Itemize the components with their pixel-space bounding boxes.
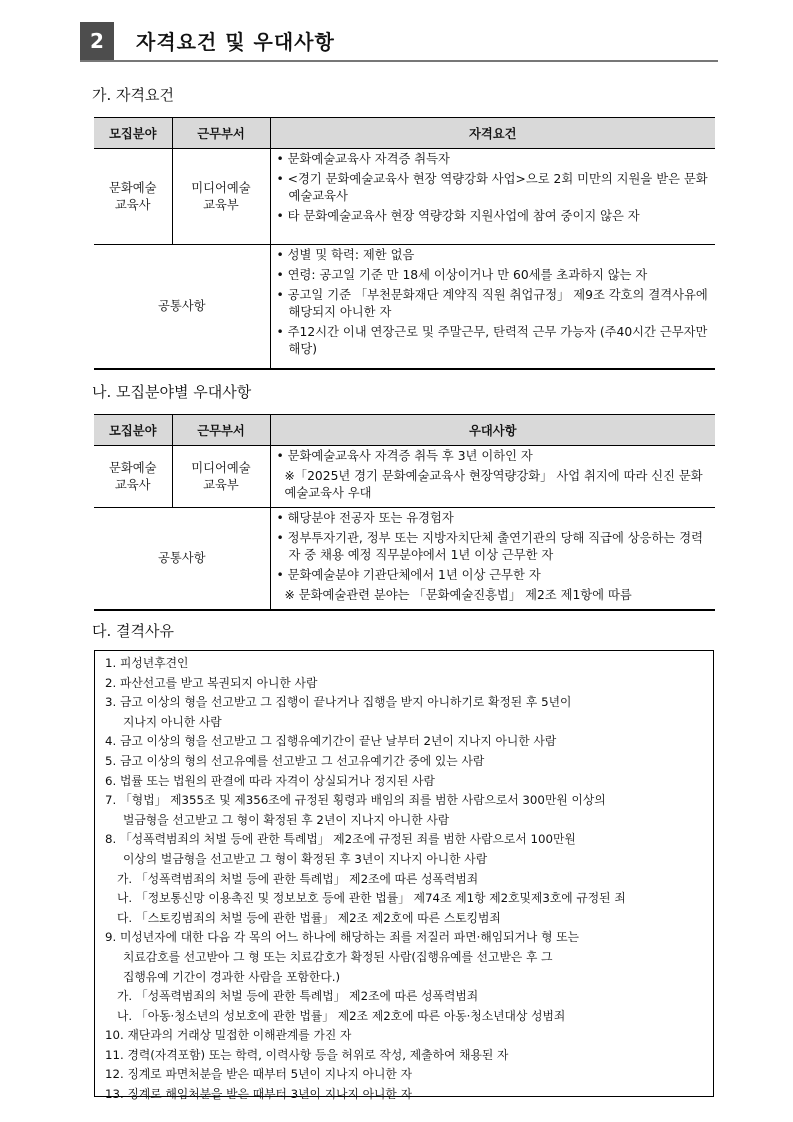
list-item: 4. 금고 이상의 형을 선고받고 그 집행유예기간이 끝난 날부터 2년이 지나지 아니한 사람 [105,734,557,749]
sub-list-item: 가. 「성폭력범죄의 처벌 등에 관한 특례법」 제2조에 따른 성폭력범죄 [117,871,479,886]
disqualifications-box [94,650,714,1102]
list-item: 2. 파산선고를 받고 복권되지 아니한 사람 [105,675,318,690]
column-header: 모집분야 [94,118,172,149]
table-row [94,245,715,369]
list-item: • 정부투자기관, 정부 또는 지방자치단체 출연기관의 당해 직급에 상응하는 경력자 중 채용 예정 직무분야에서 1년 이상 근무한 자 [276,531,703,562]
list-item: • 문화예술교육사 자격증 취득자 [276,152,450,166]
list-item-continuation: 이상의 벌금형을 선고받고 그 형이 확정된 후 3년이 지나지 아니한 사람 [123,851,488,866]
requirements-cell [270,245,715,369]
table-header-row [94,415,715,446]
list-item: 3. 금고 이상의 형을 선고받고 그 집행이 끝나거나 집행을 받지 아니하기로 확정된 후 5년이 [105,695,572,710]
preferences-cell [270,508,715,611]
common-cell: 공통사항 [94,245,270,369]
list-item: • 공고일 기준 「부천문화재단 계약직 직원 취업규정」 제9조 각호의 결격사유에 해당되지 아니한 자 [276,288,708,319]
list-item: 13. 징계로 해임처분을 받은 때부터 3년이 지나지 아니한 자 [105,1087,412,1102]
list-item: • 주12시간 이내 연장근로 및 주말근무, 탄력적 근무 가능자 (주40시간 근무자만 해당) [276,325,708,356]
list-item: 11. 경력(자격포함) 또는 학력, 이력사항 등을 허위로 작성, 제출하여 채용된 자 [105,1047,509,1062]
list-item-continuation: 치료감호를 선고받아 그 형 또는 치료감호가 확정된 사람(집행유예를 선고받은 후 그 [123,949,553,964]
section-title: 자격요건 및 우대사항 [136,30,335,54]
list-item: 9. 미성년자에 대한 다음 각 목의 어느 하나에 해당하는 죄를 저질러 파면‧해임되거나 형 또는 [105,930,580,945]
field-cell: 문화예술 교육사 [94,149,172,245]
qualifications-table [94,117,715,370]
sub-list-item: 다. 「스토킹범죄의 처벌 등에 관한 법률」 제2조 제2호에 따른 스토킹범죄 [117,910,501,925]
list-item: 8. 「성폭력범죄의 처벌 등에 관한 특례법」 제2조에 규정된 죄를 범한 사람으로서 100만원 [105,832,576,847]
list-item-continuation: 집행유예 기간이 경과한 사람을 포함한다.) [123,969,341,984]
header-rule [80,60,718,62]
list-item: 12. 징계로 파면처분을 받은 때부터 5년이 지나지 아니한 자 [105,1067,412,1082]
note-text: ※「2025년 경기 문화예술교육사 현장역량강화」 사업 취지에 따라 신진 문화예술교육사 우대 [284,469,703,500]
list-item: • <경기 문화예술교육사 현장 역량강화 사업>으로 2회 미만의 지원을 받은 문화예술교육사 [276,172,708,203]
sub-list-item: 나. 「아동‧청소년의 성보호에 관한 법률」 제2조 제2호에 따른 아동‧청소년대상 성범죄 [117,1008,566,1023]
list-item: 1. 피성년후견인 [105,656,189,670]
list-item-continuation: 벌금형을 선고받고 그 형이 확정된 후 2년이 지나지 아니한 사람 [123,812,450,827]
list-item: • 연령: 공고일 기준 만 18세 이상이거나 만 60세를 초과하지 않는 자 [276,268,648,282]
sub-list-item: 나. 「정보통신망 이용촉진 및 정보보호 등에 관한 법률」 제74조 제1항 제2호및제3호에 규정된 죄 [117,891,626,906]
field-cell: 문화예술 교육사 [94,446,172,508]
column-header: 자격요건 [270,118,715,149]
column-header: 근무부서 [172,415,270,446]
list-item: • 문화예술교육사 자격증 취득 후 3년 이하인 자 [276,449,533,463]
column-header: 모집분야 [94,415,172,446]
common-cell: 공통사항 [94,508,270,611]
requirements-cell [270,149,715,245]
table-row [94,149,715,245]
preferences-table [94,414,715,611]
table-row [94,508,715,611]
dept-cell: 미디어예술 교육부 [172,446,270,508]
subsection-title-disqualifications: 다. 결격사유 [92,622,174,640]
section-number: 2 [80,22,114,60]
list-item: • 문화예술분야 기관단체에서 1년 이상 근무한 자 [276,568,541,582]
list-item: • 해당분야 전공자 또는 유경험자 [276,511,454,525]
list-item: 7. 「형법」 제355조 및 제356조에 규정된 횡령과 배임의 죄를 범한 사람으로서 300만원 이상의 [105,793,606,808]
section-header [80,22,718,62]
sub-list-item: 가. 「성폭력범죄의 처벌 등에 관한 특례법」 제2조에 따른 성폭력범죄 [117,989,479,1004]
subsection-title-preferences: 나. 모집분야별 우대사항 [92,383,252,401]
note-text: ※ 문화예술관련 분야는 「문화예술진흥법」 제2조 제1항에 따름 [284,588,632,602]
list-item: 6. 법률 또는 법원의 판결에 따라 자격이 상실되거나 정지된 사람 [105,773,435,788]
table-header-row [94,118,715,149]
list-item: 5. 금고 이상의 형의 선고유예를 선고받고 그 선고유예기간 중에 있는 사람 [105,753,485,768]
list-item: • 타 문화예술교육사 현장 역량강화 지원사업에 참여 중이지 않은 자 [276,209,640,223]
preferences-cell [270,446,715,508]
dept-cell: 미디어예술 교육부 [172,149,270,245]
subsection-title-qualifications: 가. 자격요건 [92,86,174,104]
column-header: 우대사항 [270,415,715,446]
list-item: 10. 재단과의 거래상 밀접한 이해관계를 가진 자 [105,1028,352,1043]
list-item-continuation: 지나지 아니한 사람 [123,714,222,729]
table-row [94,446,715,508]
list-item: • 성별 및 학력: 제한 없음 [276,248,415,262]
column-header: 근무부서 [172,118,270,149]
